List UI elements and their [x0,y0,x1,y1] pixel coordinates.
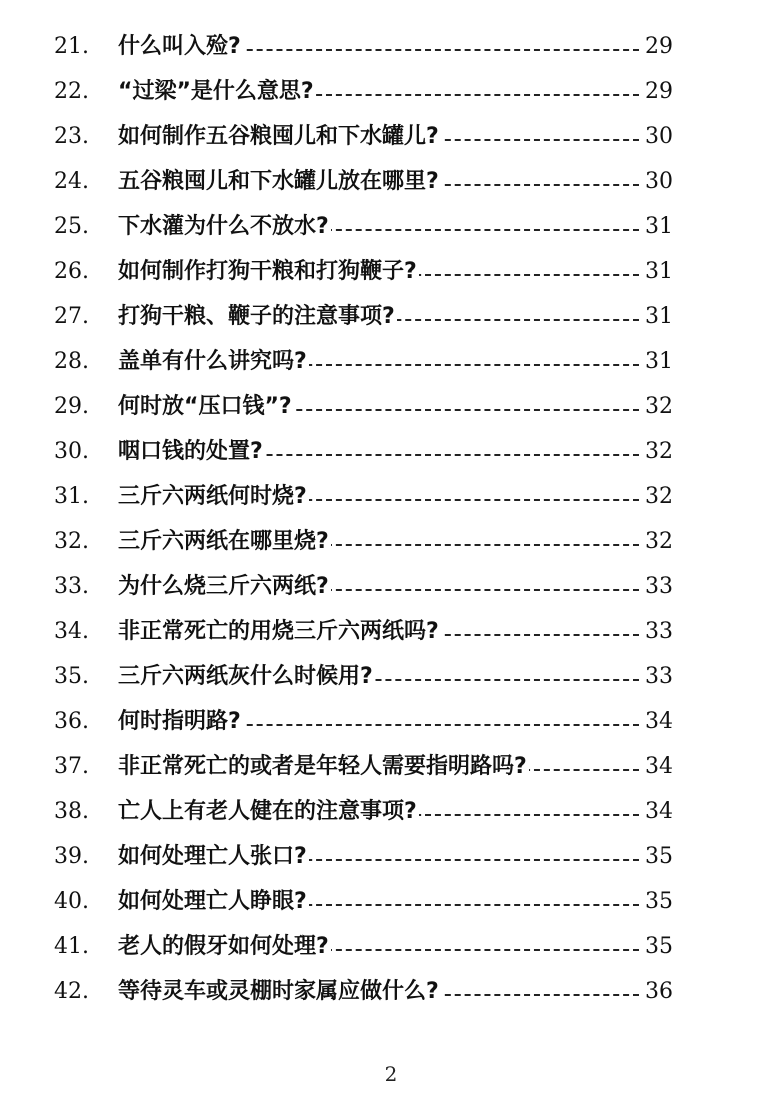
entry-number: 23. [54,124,89,149]
entry-number: 25. [54,214,89,239]
table-of-contents [0,24,782,1014]
entry-page-number: 30 [641,167,673,197]
entry-number: 37. [54,754,89,779]
entry-title: 三斤六两纸灰什么时候用? [118,664,373,689]
entry-line [118,122,673,152]
entry-page-number: 34 [641,707,673,737]
entry-title: 如何制作打狗干粮和打狗鞭子? [118,259,417,284]
entry-title: 如何处理亡人睁眼? [118,889,307,914]
toc-entry-34 [0,609,782,654]
toc-entry-26 [0,249,782,294]
toc-entry-24 [0,159,782,204]
toc-entry-32 [0,519,782,564]
entry-number: 24. [54,169,89,194]
toc-entry-31 [0,474,782,519]
entry-page-number: 31 [641,347,673,377]
entry-number: 32. [54,529,89,554]
entry-line [118,842,673,872]
toc-entry-30 [0,429,782,474]
entry-number: 27. [54,304,89,329]
entry-line [118,977,673,1007]
entry-title: 三斤六两纸在哪里烧? [118,529,329,554]
toc-entry-29 [0,384,782,429]
entry-title: 为什么烧三斤六两纸? [118,574,329,599]
entry-page-number: 34 [641,797,673,827]
toc-entry-28 [0,339,782,384]
entry-number: 30. [54,439,89,464]
toc-entry-40 [0,879,782,924]
entry-number: 36. [54,709,89,734]
entry-line [118,212,673,242]
entry-title: 下水灌为什么不放水? [118,214,329,239]
toc-entry-21 [0,24,782,69]
entry-page-number: 31 [641,212,673,242]
entry-line [118,437,673,467]
entry-line [118,617,673,647]
entry-number: 33. [54,574,89,599]
entry-line [118,167,673,197]
entry-line [118,32,673,62]
toc-entry-38 [0,789,782,834]
entry-page-number: 31 [641,302,673,332]
toc-entry-25 [0,204,782,249]
entry-title: 何时指明路? [118,709,241,734]
entry-number: 39. [54,844,89,869]
entry-page-number: 29 [641,77,673,107]
entry-page-number: 32 [641,392,673,422]
entry-title: 非正常死亡的或者是年轻人需要指明路吗? [118,754,527,779]
entry-number: 42. [54,979,89,1004]
entry-page-number: 33 [641,617,673,647]
entry-line [118,707,673,737]
entry-line [118,347,673,377]
toc-entry-22 [0,69,782,114]
entry-line [118,662,673,692]
entry-number: 21. [54,34,89,59]
entry-line [118,572,673,602]
entry-line [118,392,673,422]
entry-page-number: 36 [641,977,673,1007]
entry-title: 五谷粮囤儿和下水罐儿放在哪里? [118,169,439,194]
entry-title: 如何制作五谷粮囤儿和下水罐儿? [118,124,439,149]
entry-page-number: 35 [641,887,673,917]
entry-line [118,302,673,332]
entry-line [118,257,673,287]
entry-page-number: 30 [641,122,673,152]
entry-title: 三斤六两纸何时烧? [118,484,307,509]
entry-page-number: 32 [641,527,673,557]
entry-title: “过梁”是什么意思? [118,79,314,104]
entry-title: 何时放“压口钱”? [118,394,292,419]
entry-page-number: 35 [641,842,673,872]
toc-entry-36 [0,699,782,744]
entry-number: 38. [54,799,89,824]
toc-entry-42 [0,969,782,1014]
entry-page-number: 33 [641,572,673,602]
entry-title: 盖单有什么讲究吗? [118,349,307,374]
entry-page-number: 29 [641,32,673,62]
toc-entry-23 [0,114,782,159]
toc-entry-35 [0,654,782,699]
entry-page-number: 32 [641,482,673,512]
entry-title: 非正常死亡的用烧三斤六两纸吗? [118,619,439,644]
entry-page-number: 33 [641,662,673,692]
entry-line [118,752,673,782]
toc-entry-33 [0,564,782,609]
toc-entry-39 [0,834,782,879]
entry-title: 如何处理亡人张口? [118,844,307,869]
entry-number: 34. [54,619,89,644]
entry-line [118,77,673,107]
toc-entry-41 [0,924,782,969]
entry-number: 35. [54,664,89,689]
page-number-footer: 2 [384,1062,398,1086]
entry-line [118,482,673,512]
entry-page-number: 31 [641,257,673,287]
entry-title: 等待灵车或灵棚时家属应做什么? [118,979,439,1004]
entry-line [118,527,673,557]
toc-entry-27 [0,294,782,339]
entry-title: 什么叫入殓? [118,34,241,59]
entry-number: 26. [54,259,89,284]
entry-number: 31. [54,484,89,509]
entry-line [118,932,673,962]
entry-number: 22. [54,79,89,104]
entry-number: 29. [54,394,89,419]
entry-title: 亡人上有老人健在的注意事项? [118,799,417,824]
entry-page-number: 32 [641,437,673,467]
entry-title: 老人的假牙如何处理? [118,934,329,959]
entry-number: 40. [54,889,89,914]
entry-line [118,797,673,827]
toc-entry-37 [0,744,782,789]
entry-page-number: 35 [641,932,673,962]
entry-line [118,887,673,917]
entry-title: 打狗干粮、鞭子的注意事项? [118,304,395,329]
entry-page-number: 34 [641,752,673,782]
entry-number: 28. [54,349,89,374]
entry-number: 41. [54,934,89,959]
entry-title: 咽口钱的处置? [118,439,263,464]
